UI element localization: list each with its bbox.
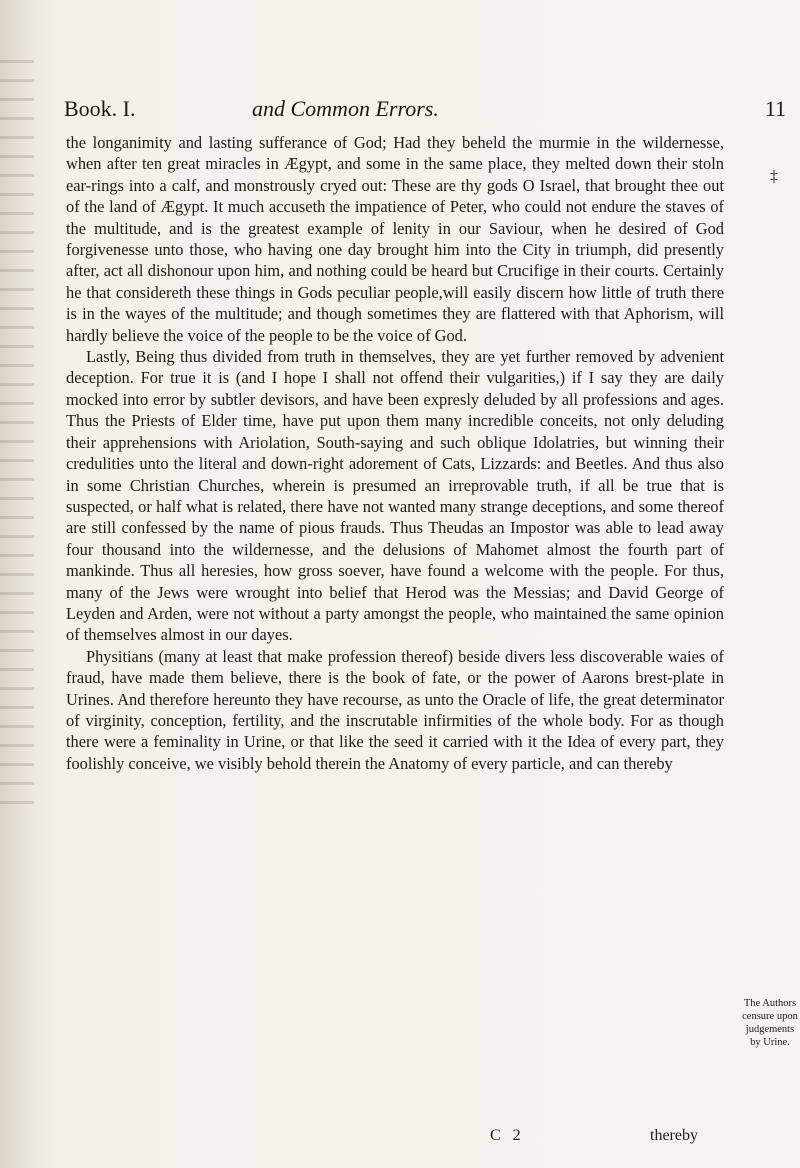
catchword: thereby (650, 1127, 698, 1144)
paragraph-2: Lastly, Being thus divided from truth in themselves, they are yet further removed by advenient deception. For true it is (and I hope I shall not offend their vulgarities,) if I say they are daily mocked into error by subtler devisors, and have been expresly deluded by all professions and ages. Thus the Priests of Elder time, have put upon them many incredible conceits, not only deluding their apprehensions with Ariolation, South-saying and such oblique Idolatries, but winning their credulities unto the literal and down-right adorement of Cats, Lizzards: and Beetles. And thus also in some Christian Churches, wherein is presumed an irreprovable truth, if all be true that is suspected, or half what is related, there have not wanted many strange deceptions, and some thereof are still confessed by the name of pious frauds. Thus Theudas an Impostor was able to lead away four thousand into the wildernesse, and the delusions of Mahomet almost the fourth part of mankinde. Thus all heresies, how gross soever, have found a welcome with the people. For thus, many of the Jews were wrought into belief that Herod was the Messias; and David George of Leyden and Arden, were not without a party amongst the people, who maintained the same opinion of themselves almost in our dayes. (66, 347, 724, 645)
main-text (66, 132, 724, 774)
signature-mark: C 2 (490, 1127, 525, 1144)
paragraph-1: the longanimity and lasting sufferance of God; Had they beheld the murmie in the wildernesse, when after ten great miracles in Ægypt, and some in the same place, they melted down their stoln ear-rings into a calf, and monstrously cryed out: These are thy gods O Israel, that brought thee out of the land of Ægypt. It much accuseth the impatience of Peter, who could not endure the staves of the multitude, and is the greatest example of lenity in our Saviour, when he desired of God forgivenesse unto those, who having one day brought him into the City in triumph, did presently after, act all dishonour upon him, and nothing could be heard but Crucifige in their courts. Certainly he that considereth these things in Gods peculiar people,will easily discern how little of truth there is in the wayes of the multitude; and though sometimes they are flattered with that Aphorism, will hardly believe the voice of the people to be the voice of God. (66, 133, 724, 345)
facing-page-bleed (0, 60, 34, 820)
margin-note: The Authors censure upon judgements by Urine. (742, 998, 798, 1048)
book-label: Book. I. (64, 96, 136, 121)
running-title: and Common Errors. (252, 96, 439, 121)
margin-mark-icon: ‡ (770, 168, 778, 185)
paragraph-3: Physitians (many at least that make profession thereof) beside divers less discoverable waies of fraud, have made them believe, there is the book of fate, or the power of Aarons brest-plate in Urines. And therefore hereunto they have recourse, as unto the Oracle of life, the great determinator of virginity, conception, fertility, and the inscrutable infirmities of the whole body. For as though there were a feminality in Urine, or that like the seed it carried with it the Idea of every part, they foolishly conceive, we visibly behold therein the Anatomy of every particle, and can thereby (66, 646, 724, 773)
page-number: 11 (764, 96, 786, 121)
running-header (64, 96, 794, 136)
